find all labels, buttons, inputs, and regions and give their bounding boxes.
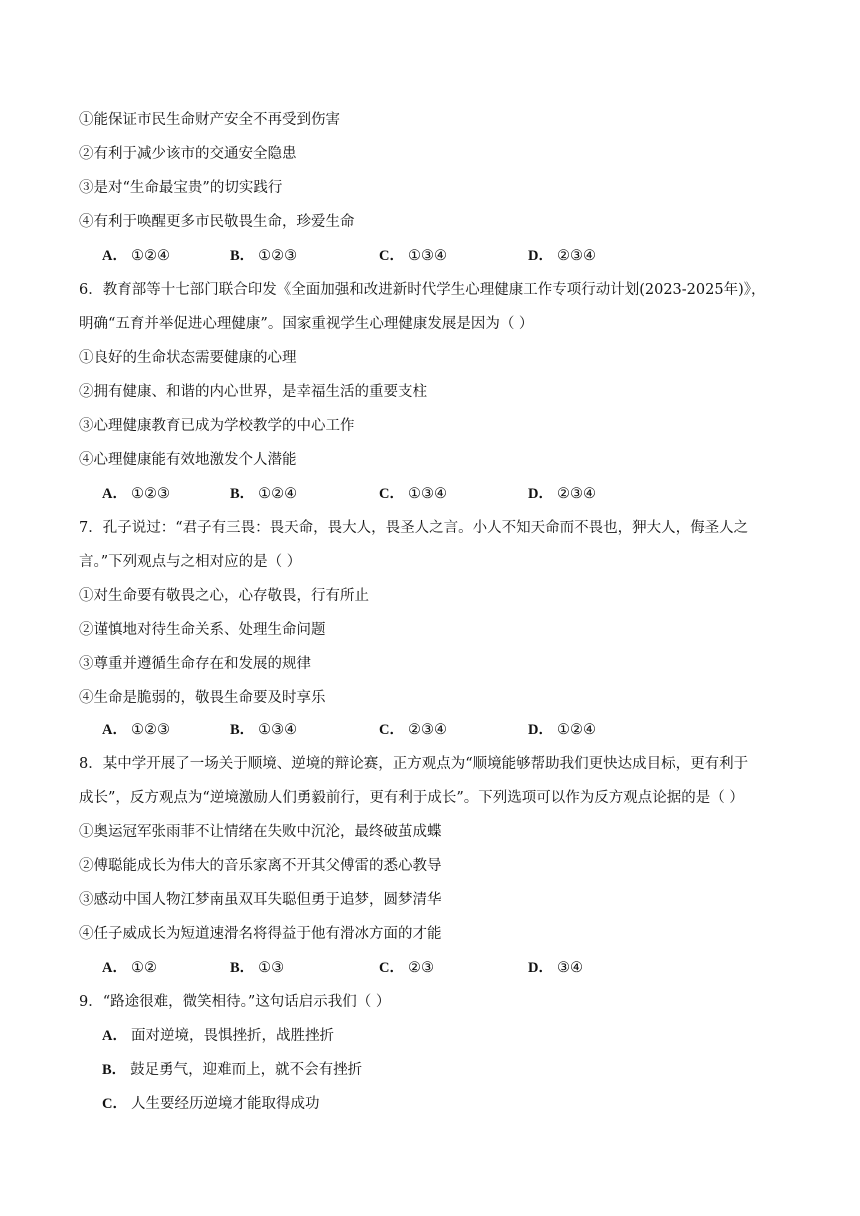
q5-item-3: ③是对“生命最宝贵”的切实践行 xyxy=(79,180,283,196)
q9-option-row-a xyxy=(0,1026,860,1046)
q5-option-d: D． ②③④ xyxy=(528,248,596,264)
q7-item-2: ②谨慎地对待生命关系、处理生命问题 xyxy=(79,622,326,638)
q8-option-b: B． ①③ xyxy=(230,960,285,976)
q9-stem-line-1: 9．“路途很难，微笑相待。”这句话启示我们（ ） xyxy=(79,994,391,1010)
q6-option-c: C． ①③④ xyxy=(379,486,447,502)
q8-item-1: ①奥运冠军张雨菲不让情绪在失败中沉沦，最终破茧成蝶 xyxy=(79,824,442,840)
q7-option-a: A． ①②③ xyxy=(102,722,170,738)
q5-item-4: ④有利于唤醒更多市民敬畏生命，珍爱生命 xyxy=(79,214,355,230)
q7-item-4: ④生命是脆弱的，敬畏生命要及时享乐 xyxy=(79,690,326,706)
q8-item-2: ②傅聪能成长为伟大的音乐家离不开其父傅雷的悉心教导 xyxy=(79,858,442,874)
q8-options xyxy=(0,958,860,978)
q9-option-c: C． 人生要经历逆境才能取得成功 xyxy=(102,1096,320,1112)
q9-option-b: B． 鼓足勇气，迎难而上，就不会有挫折 xyxy=(102,1062,363,1078)
q8-stem-line-2: 成长”，反方观点为“逆境激励人们勇毅前行，更有利于成长”。下列选项可以作为反方观点论据的是（ ） xyxy=(79,790,744,806)
q7-item-3: ③尊重并遵循生命存在和发展的规律 xyxy=(79,656,311,672)
q6-option-b: B． ①②④ xyxy=(230,486,298,502)
q5-option-c: C． ①③④ xyxy=(379,248,447,264)
q5-option-a: A． ①②④ xyxy=(102,248,170,264)
q9-option-a: A． 面对逆境，畏惧挫折，战胜挫折 xyxy=(102,1028,334,1044)
q6-item-4: ④心理健康能有效地激发个人潜能 xyxy=(79,452,297,468)
q7-option-c: C． ②③④ xyxy=(379,722,447,738)
q6-item-1: ①良好的生命状态需要健康的心理 xyxy=(79,350,297,366)
q7-option-b: B． ①③④ xyxy=(230,722,298,738)
q8-item-4: ④任子威成长为短道速滑名将得益于他有滑冰方面的才能 xyxy=(79,926,442,942)
q6-options xyxy=(0,484,860,504)
q5-options xyxy=(0,246,860,266)
q5-item-2: ②有利于减少该市的交通安全隐患 xyxy=(79,146,297,162)
q6-stem-line-1: 6．教育部等十七部门联合印发《全面加强和改进新时代学生心理健康工作专项行动计划(2023-2025年)》， xyxy=(79,282,766,298)
q8-stem-line-1: 8．某中学开展了一场关于顺境、逆境的辩论赛，正方观点为“顺境能够帮助我们更快达成目标，更有利于 xyxy=(79,756,749,772)
q7-option-d: D． ①②④ xyxy=(528,722,596,738)
q9-option-row-c xyxy=(0,1094,860,1114)
q8-option-c: C． ②③ xyxy=(379,960,434,976)
q7-stem-line-2: 言。”下列观点与之相对应的是（ ） xyxy=(79,554,302,570)
q7-options xyxy=(0,720,860,740)
q5-item-1: ①能保证市民生命财产安全不再受到伤害 xyxy=(79,112,340,128)
q5-option-b: B． ①②③ xyxy=(230,248,298,264)
q8-item-3: ③感动中国人物江梦南虽双耳失聪但勇于追梦，圆梦清华 xyxy=(79,892,442,908)
q7-stem-line-1: 7．孔子说过：“君子有三畏：畏天命，畏大人，畏圣人之言。小人不知天命而不畏也，狎大人，侮圣人之 xyxy=(79,520,749,536)
q8-option-a: A． ①② xyxy=(102,960,157,976)
q6-option-d: D． ②③④ xyxy=(528,486,596,502)
q7-item-1: ①对生命要有敬畏之心，心存敬畏，行有所止 xyxy=(79,588,369,604)
q6-stem-line-2: 明确“五育并举促进心理健康”。国家重视学生心理健康发展是因为（ ） xyxy=(79,316,534,332)
q8-option-d: D． ③④ xyxy=(528,960,583,976)
q6-item-2: ②拥有健康、和谐的内心世界，是幸福生活的重要支柱 xyxy=(79,384,427,400)
q9-option-row-b xyxy=(0,1060,860,1080)
q6-item-3: ③心理健康教育已成为学校教学的中心工作 xyxy=(79,418,355,434)
q6-option-a: A． ①②③ xyxy=(102,486,170,502)
